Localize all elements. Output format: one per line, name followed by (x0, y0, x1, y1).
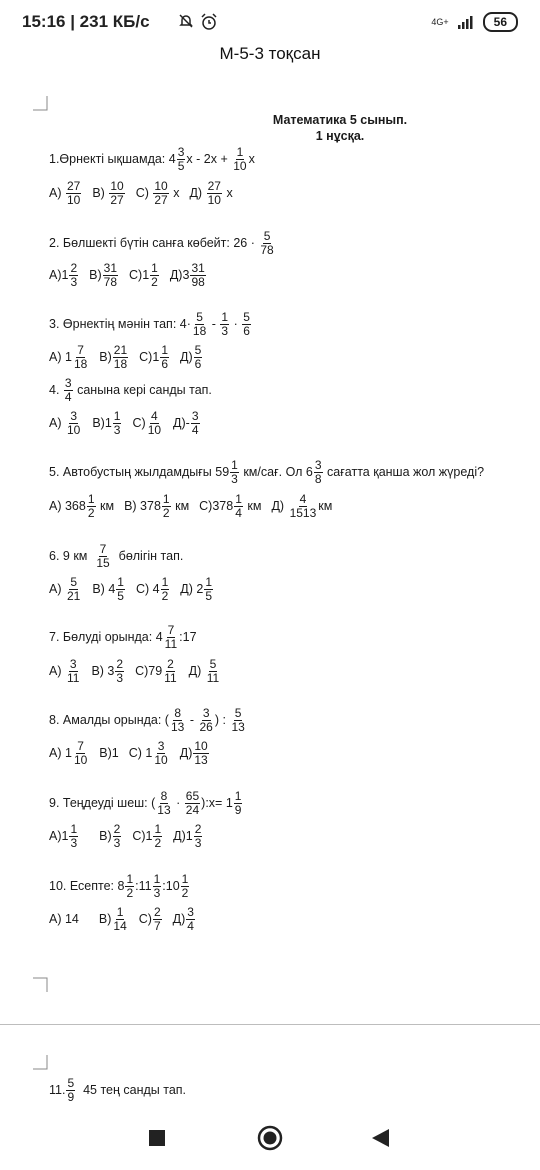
question-5: 5. Автобустың жылдамдығы 59 1 3 км/сағ. Ол 6 3 8 сағатта қанша жол жүреді? (49, 458, 485, 486)
question-6: 6. 9 км 7 15 бөлігін тап. (49, 542, 184, 570)
worksheet-heading: Математика 5 сынып. (272, 113, 408, 127)
document-title: М-5-3 тоқсан (219, 44, 321, 63)
variant-label: 1 нұсқа. (315, 129, 365, 143)
question-2: 2. Бөлшекті бүтін санға көбейт: 26 · 5 78 (49, 229, 274, 257)
question-4: 4. 3 4 санына кері санды тап. (49, 376, 212, 404)
question-7-options: А) 3 11 В) 3 2 3 С)79 2 11 Д) 5 11 (49, 657, 220, 685)
page-corner-mark (33, 1055, 49, 1071)
network-type: 4G+ (431, 16, 449, 27)
question-1: 1.Өрнекті ықшамда: 4 3 5 x - 2x + $\frac{1}{10}$ x (49, 145, 255, 173)
battery-level: 56 (483, 12, 518, 32)
alarm-icon (200, 13, 218, 31)
question-4-options: А) 3 10 В)1 1 3 С) 4 10 Д)- 3 4 (49, 409, 199, 437)
status-icons (178, 13, 218, 31)
back-icon[interactable] (372, 1129, 389, 1147)
status-time-speed: 15:16 | 231 КБ/с (22, 12, 150, 31)
question-6-options: А) 5 21 В) 4 1 5 С) 4 1 2 Д) 2 1 5 (49, 575, 213, 603)
home-icon[interactable] (257, 1125, 283, 1151)
navigation-bar (0, 1105, 540, 1170)
question-10-options: А) 14 В) 1 14 С) 2 7 Д) 3 4 (49, 905, 194, 933)
recents-icon[interactable] (149, 1130, 165, 1146)
question-8-options: А) 1 7 10 В)1 С) 1 3 10 Д) 10 13 (49, 739, 208, 767)
question-3-options: А) 1 7 18 В) 21 18 С)1 1 6 Д) 5 6 (49, 343, 202, 371)
question-11: 11. 5 9 45 тең санды тап. (49, 1076, 187, 1104)
bell-off-icon (178, 13, 194, 29)
question-2-options: А)1 2 3 В) 31 78 С)1 1 2 Д)3 31 98 (49, 261, 205, 289)
question-9: 9. Теңдеуді шеш: ( 8 13 · 65 24 ):x= 1 1 9 (49, 789, 242, 817)
question-3: 3. Өрнектің мәнін тап: 4· 5 18 - 1 3 · 5 6 (49, 310, 250, 338)
question-7: 7. Бөлуді орында: 4 7 11 :17 (49, 623, 197, 651)
page-corner-mark (33, 976, 49, 992)
page-separator (0, 1024, 540, 1025)
question-8: 8. Амалды орында: ( 8 13 - 3 26 ) : 5 13 (49, 706, 245, 734)
question-10: 10. Есепте: 8 1 2 :11 1 3 :10 1 2 (49, 872, 189, 900)
question-5-options: А) 368 1 2 км В) 378 1 2 км С)378 1 4 км Д) 4 1513 км (49, 492, 333, 520)
signal-icon (457, 15, 475, 29)
question-1-options: А) 27 10 В) 10 27 С) 10 27 x Д) 27 10 x (49, 179, 233, 207)
question-9-options: А)1 1 3 В) 2 3 С)1 1 2 Д)1 2 3 (49, 822, 202, 850)
status-bar (0, 0, 540, 44)
page-corner-mark (33, 96, 49, 112)
